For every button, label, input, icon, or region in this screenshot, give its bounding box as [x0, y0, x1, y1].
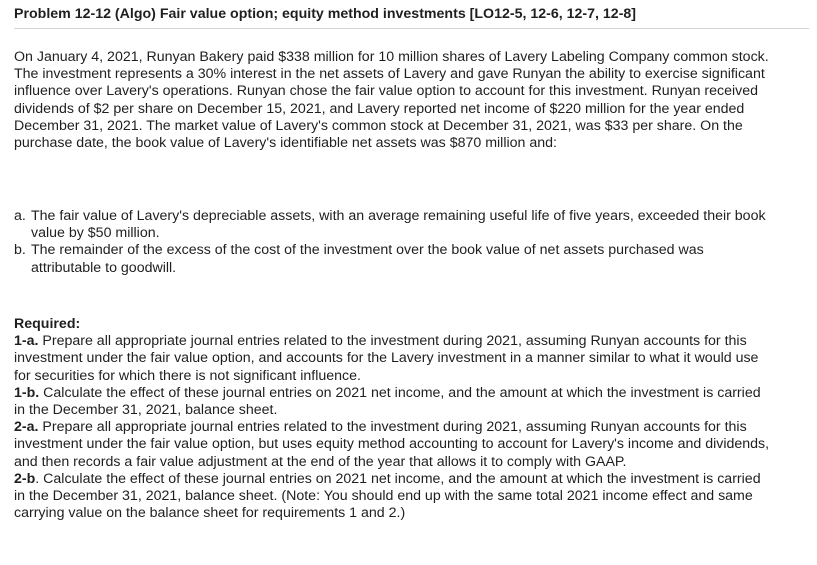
required-section [14, 316, 774, 522]
requirement-text: . Calculate the effect of these journal entries on 2021 net income, and the amount at which the investment is carried in the December 31, 2021, balance sheet. (Note: You should end up with the same total 2021 income effect and same carrying value on the balance sheet for requirements 1 and 2.) [14, 470, 761, 522]
requirement-label: 1-a. [14, 333, 39, 350]
list-item [14, 242, 774, 276]
problem-items-list [14, 208, 774, 277]
problem-title: Problem 12-12 (Algo) Fair value option; equity method investments [LO12-5, 12-6, 12-7, 12-8] [14, 4, 809, 29]
required-heading: Required: [14, 316, 81, 332]
requirement-label: 1-b. [14, 384, 40, 401]
list-item-marker: a. [14, 208, 26, 224]
requirement-2b [14, 471, 774, 523]
requirement-1b [14, 385, 774, 419]
requirement-label: 2-b [14, 470, 36, 487]
requirement-text: Prepare all appropriate journal entries related to the investment during 2021, assuming Runyan accounts for this investment under the fair value option, and accounts for the Lavery investment in a manner similar to what it would use for securities for which there is not significant influence. [14, 333, 759, 384]
problem-intro: On January 4, 2021, Runyan Bakery paid $338 million for 10 million shares of Lavery Labeling Company common stock. The investment represents a 30% interest in the net assets of Lavery and gave Runyan the ability to exercise significant influence over Lavery's operations. Runyan chose the fair value option to account for this investment. Runyan received dividends of $2 per share on December 15, 2021, and Lavery reported net income of $220 million for the year ended December 31, 2021. The market value of Lavery's common stock at December 31, 2021, was $33 per share. On the purchase date, the book value of Lavery's identifiable net assets was $870 million and: [14, 49, 769, 152]
requirement-label: 2-a. [14, 419, 39, 436]
list-item-text: The remainder of the excess of the cost of the investment over the book value of net assets purchased was attributable to goodwill. [31, 242, 704, 276]
list-item-marker: b. [14, 242, 26, 259]
list-item [14, 208, 774, 242]
requirement-1a [14, 333, 774, 385]
requirement-text: Calculate the effect of these journal entries on 2021 net income, and the amount at which the investment is carried in the December 31, 2021, balance sheet. [14, 384, 761, 419]
requirement-2a [14, 419, 774, 471]
requirement-text: Prepare all appropriate journal entries related to the investment during 2021, assuming Runyan accounts for this investment under the fair value option, but uses equity method accounting to account for Lavery's income and dividends, and then records a fair value adjustment at the end of the year that allows it to comply with GAAP. [14, 419, 770, 470]
list-item-text: The fair value of Lavery's depreciable assets, with an average remaining useful life of five years, exceeded their book value by $50 million. [31, 208, 766, 242]
